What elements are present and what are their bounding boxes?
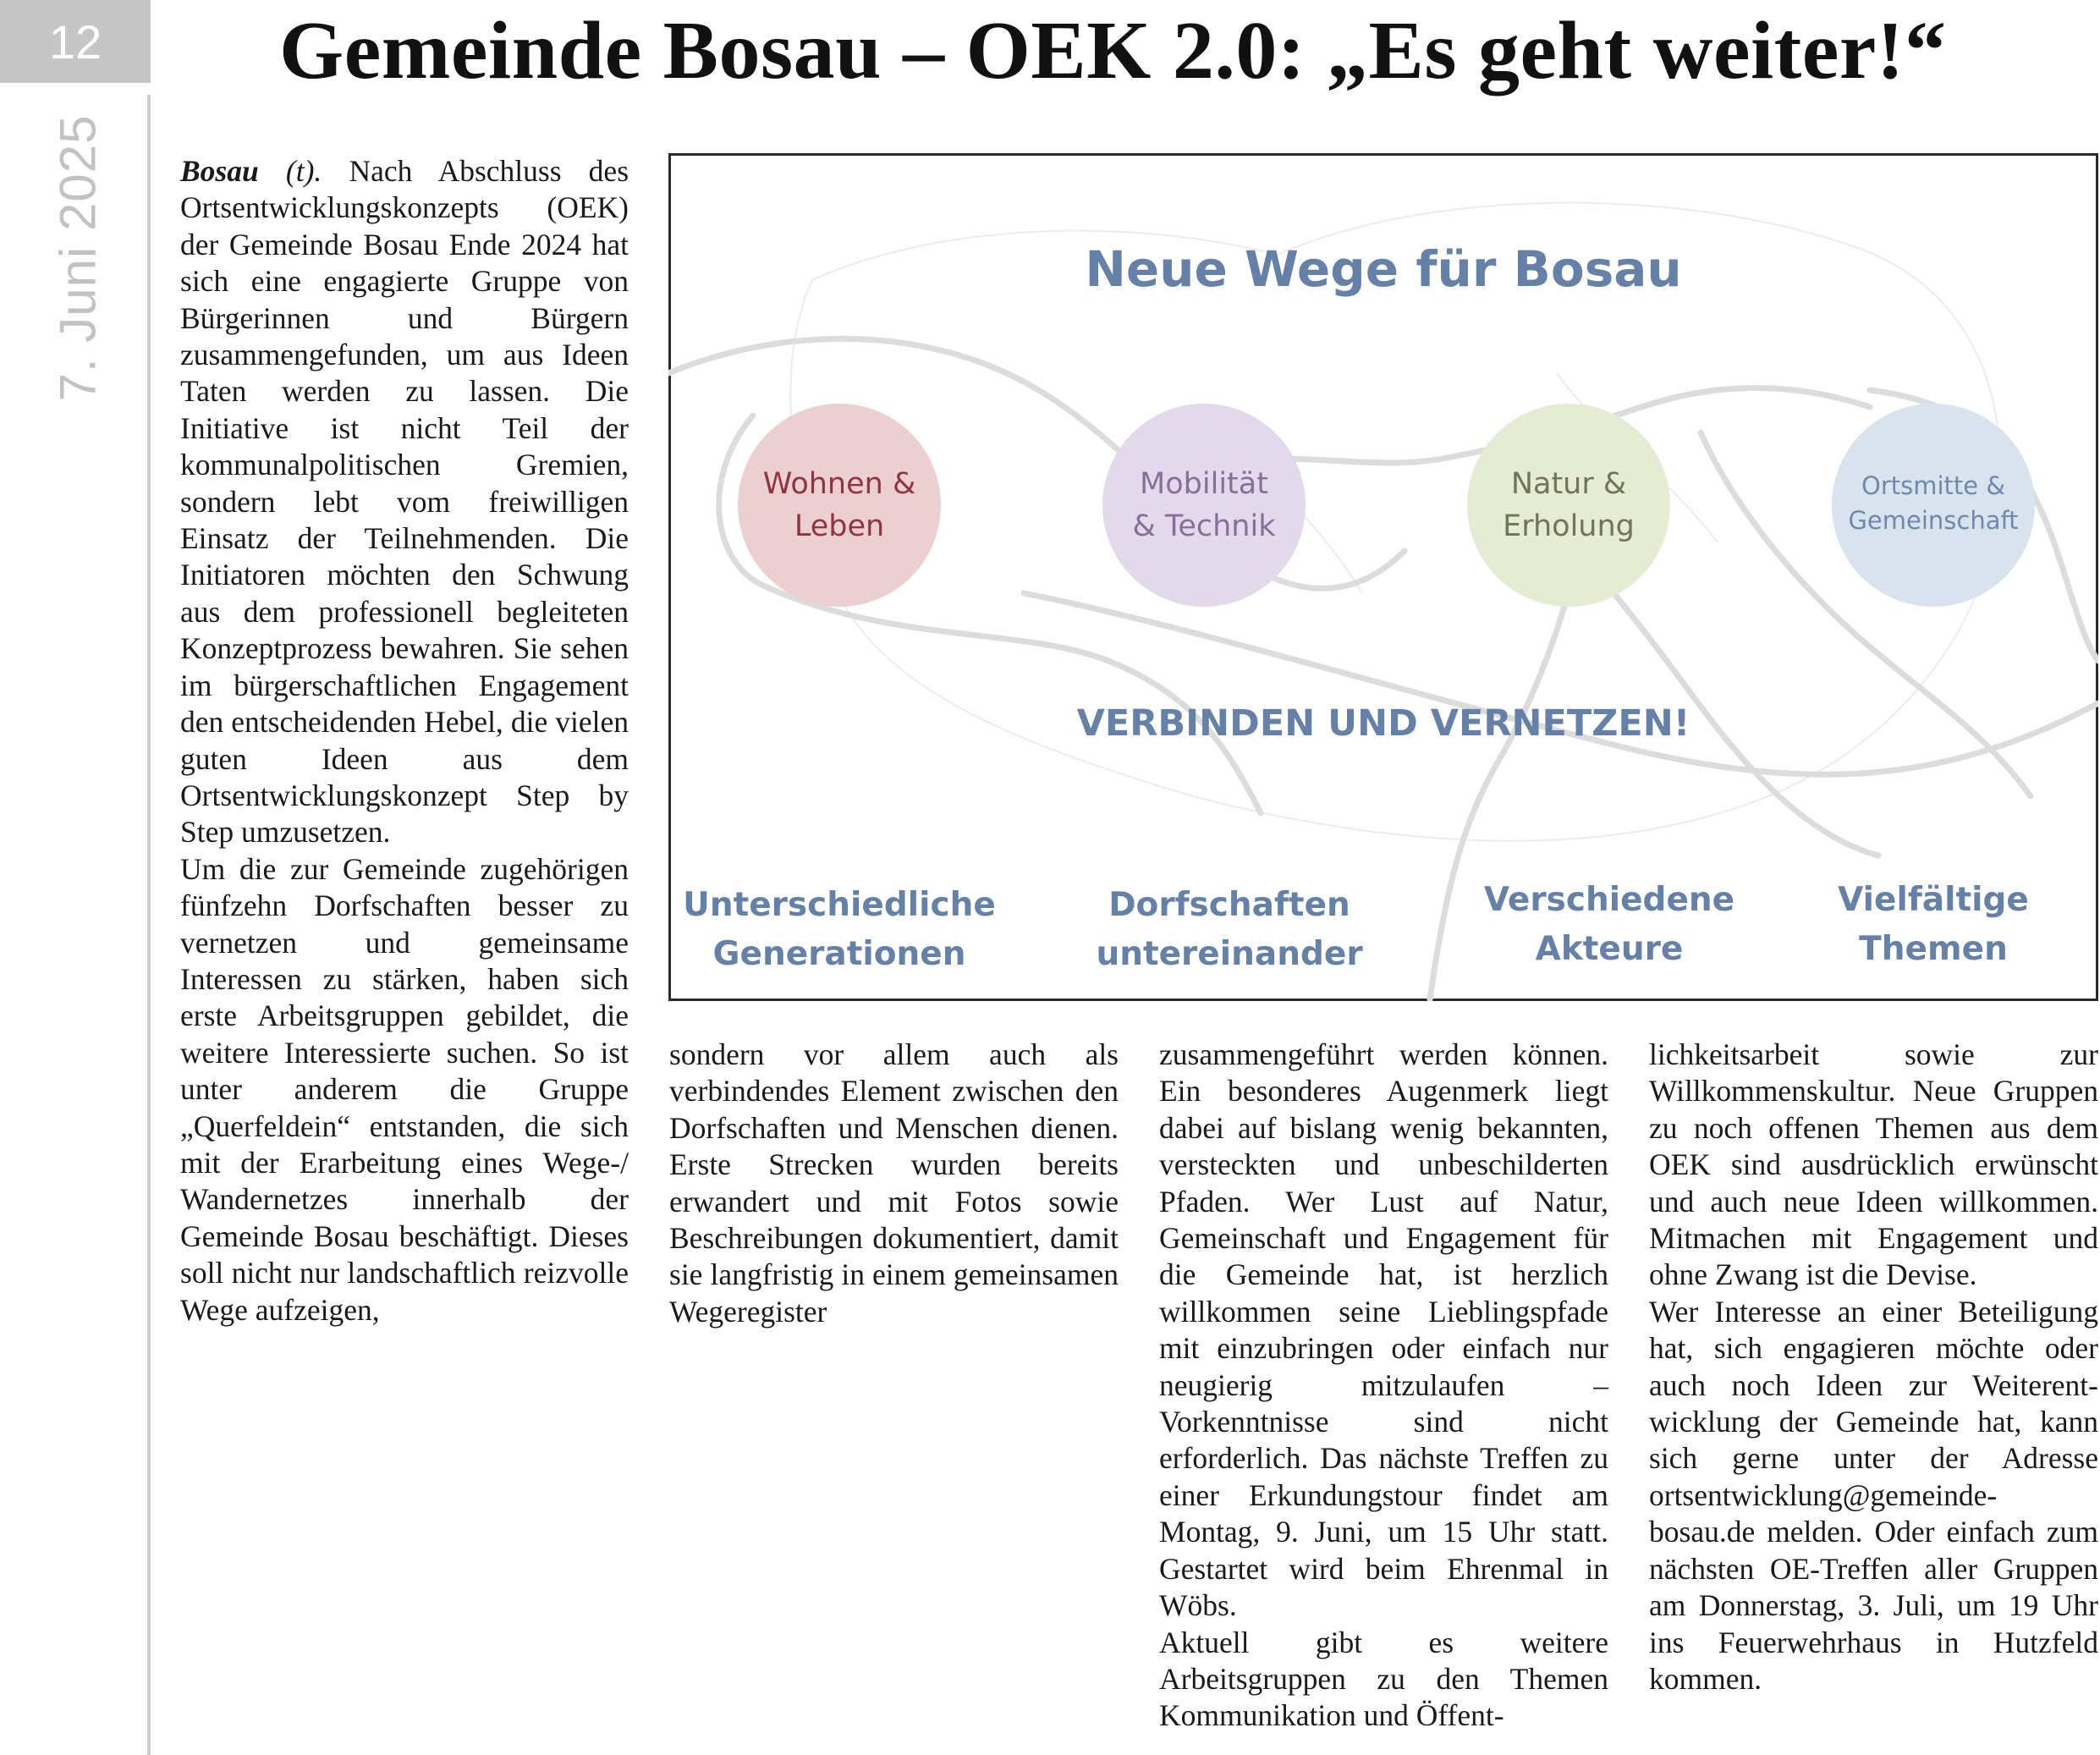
- article-paragraph: Wer Interesse an einer Beteiligung hat, sich engagieren möchte oder auch noch Ideen zur Weiterent-wicklung der Gemeinde hat, kann sich gerne unter der Adresse ortsentwicklung@gemeinde-bosau.de melden. Oder einfach zum nächsten OE-Treffen aller Gruppen am Donnerstag, 3. Juli, um 19 Uhr ins Feuerwehrhaus in Hutzfeld kommen.: [1649, 1294, 2098, 1696]
- lead-place: Bosau: [180, 154, 259, 188]
- article-column-2: [669, 1037, 1119, 1330]
- article-column-3: [1159, 1037, 1608, 1735]
- side-rule: [147, 95, 151, 1755]
- circle-label-line2: Leben: [794, 509, 885, 543]
- page-number: 12: [0, 0, 151, 83]
- theme-circle-4: [1832, 404, 2035, 607]
- article-column-4: [1649, 1037, 2098, 1697]
- headline: Gemeinde Bosau – OEK 2.0: „Es geht weiter!“: [279, 5, 1947, 96]
- graphic-title: Neue Wege für Bosau: [1085, 240, 1682, 298]
- bottom-label-line2: Akteure: [1535, 930, 1684, 968]
- bottom-label-line2: Generationen: [712, 935, 966, 973]
- circle-ortsmitte: [1832, 404, 2035, 607]
- graphic-subtitle: VERBINDEN UND VERNETZEN!: [1076, 702, 1690, 745]
- theme-circle-3: [1467, 404, 1670, 607]
- bottom-label-line1: Vielfältige: [1838, 881, 2029, 919]
- circle-wohnen: [738, 404, 941, 607]
- circle-label-line2: & Technik: [1132, 509, 1276, 543]
- bottom-label-line1: Unterschiedliche: [683, 886, 996, 924]
- theme-circle-1: [738, 404, 941, 607]
- article-paragraph: Aktuell gibt es weitere Arbeitsgruppen zu den Themen Kommunikation und Öffent-: [1159, 1625, 1608, 1733]
- concept-graphic: [668, 153, 2098, 1001]
- circle-label-line1: Mobilität: [1140, 467, 1268, 501]
- article-paragraph: sondern vor allem auch als verbindendes Element zwischen den Dorfschaften und Menschen dienen. Erste Strecken wurden bereits erwandert und mit Fotos sowie Beschreibungen dokumentiert, damit sie langfristig in einem gemeinsamen Wegeregister: [669, 1037, 1119, 1329]
- article-paragraph: zusammengeführt werden können. Ein besonderes Augenmerk liegt dabei auf bislang wenig bekannten, versteckten und unbeschilderten Pfaden. Wer Lust auf Natur, Gemeinschaft und Engagement für die Gemeinde hat, ist herzlich willkommen seine Lieblingspfade mit einzubringen oder einfach nur neugierig mitzulaufen – Vorkenntnisse sind nicht erforderlich. Das nächste Treffen zu einer Erkundungstour findet am Montag, 9. Juni, um 15 Uhr statt. Gestartet wird beim Ehrenmal in Wöbs.: [1159, 1037, 1608, 1623]
- bottom-label-line1: Verschiedene: [1483, 881, 1735, 919]
- issue-date: 7. Juni 2025: [49, 114, 107, 402]
- article-paragraph: lichkeitsarbeit sowie zur Willkommenskultur. Neue Gruppen zu noch offenen Themen aus dem OEK sind ausdrücklich erwünscht und auch neue Ideen willkommen. Mitmachen mit Engagement und ohne Zwang ist die Devise.: [1649, 1037, 2098, 1292]
- circle-label-line1: Ortsmitte &: [1861, 471, 2005, 500]
- article-paragraph: Um die zur Gemeinde zugehörigen fünfzehn Dorfschaften besser zu vernetzen und gemeinsame Interessen zu stärken, haben sich erste Arbeitsgruppen gebildet, die weitere Interessierte suchen. So ist unter anderem die Gruppe „Querfeldein“ entstanden, die sich mit der Erarbeitung eines Wege-/ Wandernetzes innerhalb der Gemeinde Bosau beschäftigt. Dieses soll nicht nur landschaftlich reizvolle Wege aufzeigen,: [180, 851, 629, 1327]
- circle-label-line1: Wohnen &: [762, 467, 916, 501]
- lead-tag: (t).: [285, 154, 322, 188]
- bottom-label-line1: Dorfschaften: [1108, 886, 1350, 924]
- paragraph-text: Nach Abschluss des Ortsentwicklungskonzepts (OEK) der Gemeinde Bosau Ende 2024 hat sich eine engagierte Gruppe von Bürgerinnen und Bürgern zusammengefunden, um aus Ideen Taten werden zu lassen. Die Initiative ist nicht Teil der kommunalpolitischen Gremien, sondern lebt vom freiwilligen Einsatz der Teilnehmenden. Die Initiatoren möchten den Schwung aus dem professionell begleiteten Konzeptprozess bewahren. Sie sehen im bürgerschaftlichen Engagement den entscheidenden Hebel, die vielen guten Ideen aus dem Ortsentwicklungskonzept Step by Step umzusetzen.: [180, 154, 629, 850]
- circle-label-line2: Erholung: [1503, 509, 1635, 543]
- circle-label-line1: Natur &: [1510, 467, 1627, 501]
- article-paragraph: [180, 153, 629, 851]
- bottom-label-line2: untereinander: [1096, 935, 1363, 973]
- bottom-label-line2: Themen: [1859, 930, 2008, 968]
- circle-label-line2: Gemeinschaft: [1848, 506, 2019, 535]
- article-column-1: [180, 153, 629, 1329]
- circle-natur: [1467, 404, 1670, 607]
- circle-mobilitaet: [1102, 404, 1306, 607]
- theme-circle-2: [1102, 404, 1306, 607]
